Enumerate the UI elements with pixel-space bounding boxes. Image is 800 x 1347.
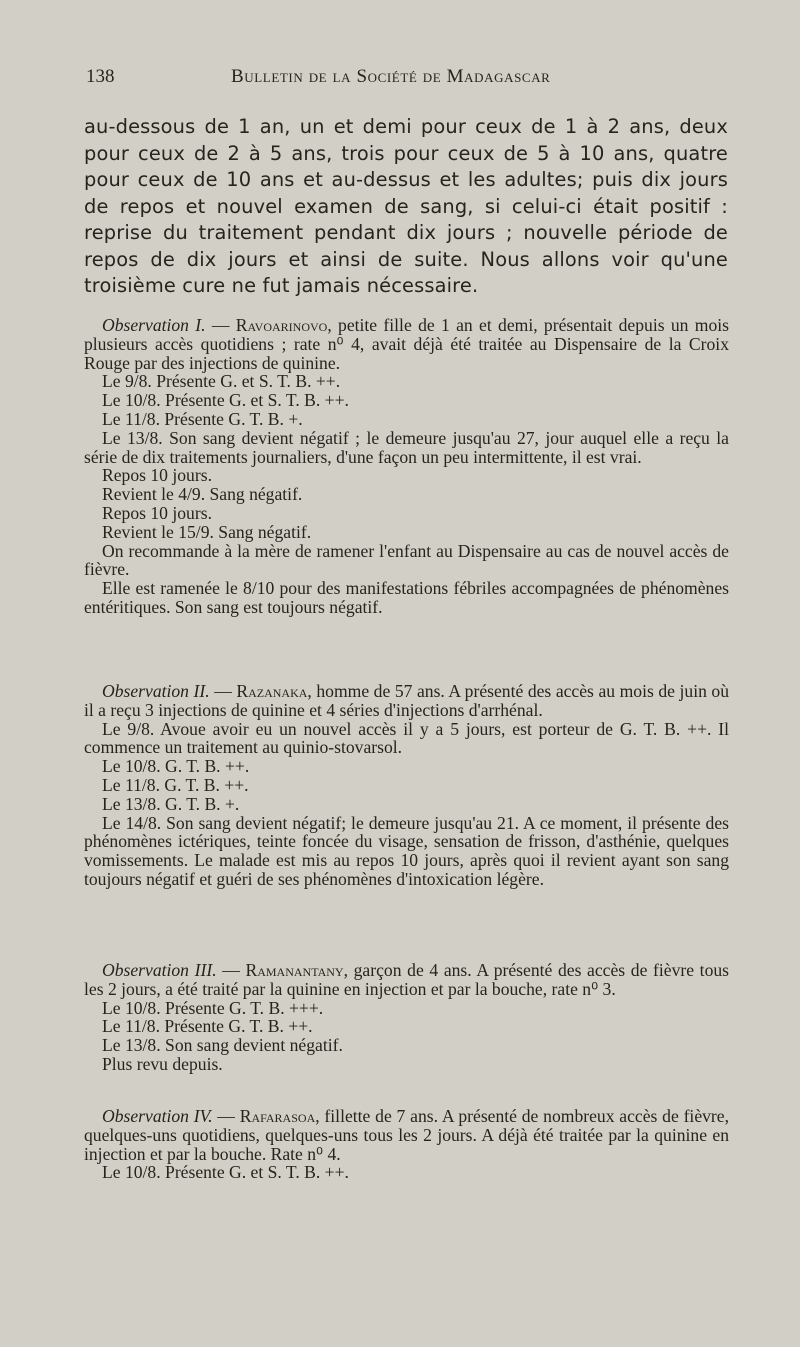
observation-line: Le 10/8. Présente G. et S. T. B. ++.: [102, 390, 349, 411]
observation-line: Le 9/8. Présente G. et S. T. B. ++.: [102, 371, 341, 392]
patient-name: Ramanantany,: [245, 960, 348, 980]
observation-line: Repos 10 jours.: [102, 465, 212, 486]
observation-1: [84, 316, 729, 617]
observation-label: Observation IV.: [102, 1106, 213, 1126]
observation-line: Le 10/8. Présente G. T. B. +++.: [102, 997, 324, 1018]
observation-4-intro: Observation IV. — Rafarasoa, fillette de 7 ans. A présenté de nombreux accès de fièvre, quelques-uns quotidiens, quelques-uns tous les 2 jours. A déjà été traitée par la quinine en injection et par la bouche. Rate n⁰ 4.: [84, 1106, 729, 1164]
observation-line: Le 13/8. G. T. B. +.: [102, 793, 240, 814]
observation-paragraph: On recommande à la mère de ramener l'enfant au Dispensaire au cas de nouvel accès de fièvre.: [84, 540, 729, 580]
observation-2-intro: Observation II. — Razanaka, homme de 57 ans. A présenté des accès au mois de juin où il a reçu 3 injections de quinine et 4 séries d'injections d'arrhénal.: [84, 681, 730, 720]
observation-label: Observation II.: [102, 681, 210, 701]
running-title: Bulletin de la Société de Madagascar: [231, 66, 551, 87]
observation-line: Repos 10 jours.: [102, 502, 212, 523]
observation-3-intro: Observation III. — Ramanantany, garçon de 4 ans. A présenté des accès de fièvre tous les 2 jours, a été traité par la quinine en injection et par la bouche, rate n⁰ 3.: [84, 960, 730, 999]
observation-2: [84, 682, 729, 889]
observation-line: Le 11/8. G. T. B. ++.: [102, 774, 249, 795]
observation-label: Observation III.: [102, 960, 217, 980]
observation-line: Revient le 4/9. Sang négatif.: [102, 484, 303, 505]
observation-line: Plus revu depuis.: [102, 1053, 223, 1074]
observation-line: Revient le 15/9. Sang négatif.: [102, 521, 312, 542]
observation-paragraph: Le 14/8. Son sang devient négatif; le demeure jusqu'au 21. A ce moment, il présente des phénomènes ictériques, teinte foncée du visage, sensation de frisson, d'asthénie, quelques vomissements. Le malade est mis au repos 10 jours, après quoi il revient ayant son sang toujours négatif et guéri de ses phénomènes d'intoxication légère.: [84, 812, 729, 889]
patient-name: Rafarasoa,: [239, 1106, 320, 1126]
observation-paragraph: Elle est ramenée le 8/10 pour des manifestations fébriles accompagnées de phénomènes entéritiques. Son sang est toujours négatif.: [84, 578, 729, 617]
observation-line: Le 11/8. Présente G. T. B. +.: [102, 408, 303, 429]
observation-3: [84, 961, 729, 1074]
observation-line: Le 10/8. Présente G. et S. T. B. ++.: [102, 1162, 349, 1183]
intro-paragraph: au-dessous de 1 an, un et demi pour ceux de 1 à 2 ans, deux pour ceux de 2 à 5 ans, trois pour ceux de 5 à 10 ans, quatre pour ceux de 10 ans et au-dessus et les adultes; puis dix jours de repos et nouvel examen de sang, si celui-ci était positif : reprise du traitement pendant dix jours ; nouvelle période de repos de dix jours et ainsi de suite. Nous allons voir qu'une troisième cure ne fut jamais nécessaire.: [84, 115, 728, 297]
observation-paragraph: Le 13/8. Son sang devient négatif ; le demeure jusqu'au 27, jour auquel elle a reçu la série de dix traitements journaliers, d'une façon un peu intermittente, il est vrai.: [84, 427, 729, 467]
patient-name: Razanaka,: [236, 681, 312, 701]
observation-label: Observation I.: [102, 315, 206, 335]
page-number: 138: [86, 66, 115, 87]
observation-line: Le 11/8. Présente G. T. B. ++.: [102, 1016, 313, 1037]
patient-name: Ravoarinovo,: [235, 315, 332, 335]
observation-line: Le 10/8. G. T. B. ++.: [102, 756, 250, 777]
observation-4: [84, 1107, 729, 1182]
observation-1-intro: Observation I. — Ravoarinovo, petite fille de 1 an et demi, présentait depuis un mois plusieurs accès quotidiens ; rate n⁰ 4, avait déjà été traitée au Dispensaire de la Croix Rouge par des injections de quinine.: [84, 315, 730, 373]
observation-line: Le 13/8. Son sang devient négatif.: [102, 1035, 343, 1056]
observation-paragraph: Le 9/8. Avoue avoir eu un nouvel accès il y a 5 jours, est porteur de G. T. B. ++. Il commence un traitement au quinio-stovarsol.: [84, 718, 729, 758]
